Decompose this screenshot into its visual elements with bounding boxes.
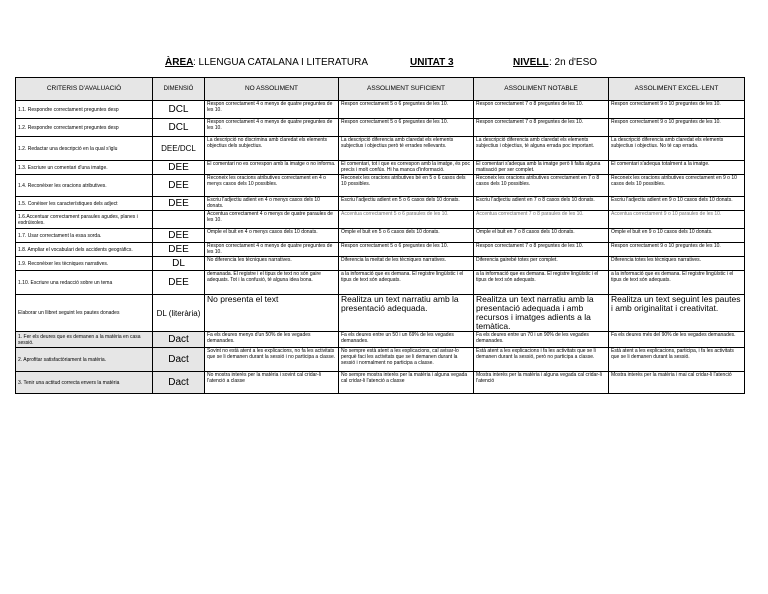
notable-cell: Mostra interès per la matèria i alguna vegada cal cridar-li l'atenció: [474, 372, 609, 394]
excellent-cell: Respon correctament 9 o 10 preguntes de les 10.: [609, 119, 745, 137]
notable-cell: Omple el buit en 7 o 8 casos dels 10 donats.: [474, 229, 609, 243]
notable-cell: La descripció diferencia amb claredat els elements subjectius i objectius, té alguna errada poc important.: [474, 137, 609, 161]
dimension-cell: DEE: [153, 271, 205, 295]
notable-cell: Accentua correctament 7 o 8 paraules de les 10.: [474, 211, 609, 229]
no-assoliment-cell: Accentua correctament 4 o menys de quatre paraules de les 10.: [205, 211, 339, 229]
criterion-cell: 2. Aprofitar satisfactòriament la matèria.: [16, 348, 153, 372]
excellent-cell: Omple el buit en 9 o 10 casos dels 10 donats.: [609, 229, 745, 243]
suficient-cell: Respon correctament 5 o 6 preguntes de les 10.: [339, 243, 474, 257]
criterion-cell: 1.10. Escriure una redacció sobre un tema: [16, 271, 153, 295]
rubric-table: [15, 77, 745, 394]
rubric-row: [16, 161, 745, 175]
criterion-cell: 1.5. Conèixer les característiques dels adject: [16, 197, 153, 211]
dimension-cell: DEE: [153, 175, 205, 197]
dimension-cell: DCL: [153, 119, 205, 137]
dimension-cell: Dact: [153, 372, 205, 394]
excellent-cell: La descripció diferencia amb claredat els elements subjectius i objectius. No té cap errada.: [609, 137, 745, 161]
level-value: : 2n d'ESO: [549, 57, 598, 68]
rubric-row: [16, 229, 745, 243]
header-row: [16, 78, 745, 101]
no-assoliment-cell: La descripció no discrimina amb claredat els elements objectius dels subjectius.: [205, 137, 339, 161]
no-assoliment-cell: Escriu l'adjectiu adient en 4 o menys casos dels 10 donats.: [205, 197, 339, 211]
criterion-cell: Elaborar un llibret seguint les pautes donades: [16, 295, 153, 332]
criterion-cell: 1.4. Reconèixer les oracions atributives.: [16, 175, 153, 197]
dimension-cell: DEE: [153, 161, 205, 175]
dimension-cell: DEE: [153, 229, 205, 243]
criterion-cell: 1.8. Ampliar el vocabulari dels accidents geogràfics.: [16, 243, 153, 257]
excellent-cell: Accentua correctament 9 o 10 paraules de les 10.: [609, 211, 745, 229]
no-assoliment-cell: Respon correctament 4 o menys de quatre preguntes de les 10.: [205, 243, 339, 257]
excellent-cell: a la informació que es demana. El registre lingüístic i el tipus de text són adequats.: [609, 271, 745, 295]
rubric-body: [16, 101, 745, 394]
no-assoliment-cell: Omple el buit en 4 o menys casos dels 10 donats.: [205, 229, 339, 243]
no-assoliment-cell: Respon correctament 4 o menys de quatre preguntes de les 10.: [205, 119, 339, 137]
dimension-cell: [153, 211, 205, 229]
criterion-cell: 1.3. Escriure un comentari d'una imatge.: [16, 161, 153, 175]
excellent-cell: Respon correctament 9 o 10 preguntes de les 10.: [609, 101, 745, 119]
criterion-cell: 1.2. Redactar una descripció en la qual s'iglu: [16, 137, 153, 161]
excellent-cell: El comentari s'adequa totalment a la imatge.: [609, 161, 745, 175]
excellent-cell: Escriu l'adjectiu adient en 9 o 10 casos dels 10 donats.: [609, 197, 745, 211]
excellent-cell: Mostra interès per la matèria i mai cal cridar-li l'atenció: [609, 372, 745, 394]
notable-cell: El comentari s'adequa amb la imatge però li falta alguna matisació per ser complet.: [474, 161, 609, 175]
col-header-no-assoliment: NO ASSOLIMENT: [205, 78, 339, 101]
criterion-cell: 3. Tenir una actitud correcta envers la matèria: [16, 372, 153, 394]
no-assoliment-cell: demanada. El registre i el tipus de text no són gaire adequats. Tot i la confusió, té alguna idea bona.: [205, 271, 339, 295]
rubric-row: [16, 332, 745, 348]
col-header-notable: ASSOLIMENT NOTABLE: [474, 78, 609, 101]
suficient-cell: La descripció diferencia amb claredat els elements subjectius i objectius però té errades rellevants.: [339, 137, 474, 161]
criterion-cell: 1.2. Respondre correctament preguntes desp: [16, 119, 153, 137]
no-assoliment-cell: No diferencia les tècniques narratives.: [205, 257, 339, 271]
no-assoliment-cell: Sovint no està atent a les explicacions, no fa les activitats que se li demanen durant la sessió i no participa a classe.: [205, 348, 339, 372]
col-header-suficient: ASSOLIMENT SUFICIENT: [339, 78, 474, 101]
suficient-cell: Realitza un text narratiu amb la presentació adequada.: [339, 295, 474, 332]
dimension-cell: Dact: [153, 348, 205, 372]
suficient-cell: El comentari, tot i que es correspon amb la imatge, és poc precís i molt confús. Hi ha manca d'informació.: [339, 161, 474, 175]
notable-cell: Respon correctament 7 o 8 preguntes de les 10.: [474, 119, 609, 137]
notable-cell: Respon correctament 7 o 8 preguntes de les 10.: [474, 243, 609, 257]
dimension-cell: DEE: [153, 197, 205, 211]
no-assoliment-cell: Reconeix les oracions atributives correctament en 4 o menys casos dels 10 possibles.: [205, 175, 339, 197]
rubric-row: [16, 101, 745, 119]
notable-cell: Escriu l'adjectiu adient en 7 o 8 casos dels 10 donats.: [474, 197, 609, 211]
no-assoliment-cell: Fa els deures menys d'un 50% de les vegades demanades.: [205, 332, 339, 348]
no-assoliment-cell: No presenta el text: [205, 295, 339, 332]
criterion-cell: 1. Fer els deures que es demanen a la matèria en casa sessió.: [16, 332, 153, 348]
col-header-excellent: ASSOLIMENT EXCEL·LENT: [609, 78, 745, 101]
notable-cell: Fa els deures entre un 70 i un 90% de les vegades demanades.: [474, 332, 609, 348]
rubric-row: [16, 372, 745, 394]
no-assoliment-cell: No mostra interès per la matèria i sovint cal cridar-li l'atenció a classe: [205, 372, 339, 394]
suficient-cell: Respon correctament 5 o 6 preguntes de les 10.: [339, 119, 474, 137]
excellent-cell: Diferencia totes les tècniques narratives.: [609, 257, 745, 271]
dimension-cell: DEE: [153, 243, 205, 257]
suficient-cell: No sempre mostra interès per la matèria i alguna vegada cal cridar-li l'atenció a classe: [339, 372, 474, 394]
rubric-row: [16, 271, 745, 295]
col-header-criteris: CRITERIS D'AVALUACIÓ: [16, 78, 153, 101]
criterion-cell: 1.7. Usar correctament la essa sorda.: [16, 229, 153, 243]
suficient-cell: Escriu l'adjectiu adient en 5 o 6 casos dels 10 donats.: [339, 197, 474, 211]
notable-cell: Reconeix les oracions atributives correctament en 7 o 8 casos dels 10 possibles.: [474, 175, 609, 197]
excellent-cell: Està atent a les explicacions, participa, i fa les activitats que se li demanen durant la sessió.: [609, 348, 745, 372]
rubric-row: [16, 257, 745, 271]
notable-cell: a la informació que es demana. El registre lingüístic i el tipus de text són adequats.: [474, 271, 609, 295]
rubric-row: [16, 348, 745, 372]
rubric-row: [16, 175, 745, 197]
rubric-row: [16, 197, 745, 211]
document-header: [0, 57, 768, 71]
rubric-row: [16, 211, 745, 229]
suficient-cell: Accentua correctament 5 o 6 paraules de les 10.: [339, 211, 474, 229]
suficient-cell: Respon correctament 5 o 6 preguntes de les 10.: [339, 101, 474, 119]
notable-cell: Respon correctament 7 o 8 preguntes de les 10.: [474, 101, 609, 119]
suficient-cell: No sempre està atent a les explicacions, cal avisar-lo perquè faci les activitats que se li demanen durant la sessió i normalment no participa a classe.: [339, 348, 474, 372]
suficient-cell: Diferencia la meitat de les tècniques narratives.: [339, 257, 474, 271]
dimension-cell: DL: [153, 257, 205, 271]
rubric-row: [16, 119, 745, 137]
no-assoliment-cell: Respon correctament 4 o menys de quatre preguntes de les 10.: [205, 101, 339, 119]
dimension-cell: DL (literària): [153, 295, 205, 332]
notable-cell: Diferencia gairebé totes per complet.: [474, 257, 609, 271]
dimension-cell: DCL: [153, 101, 205, 119]
rubric-row: [16, 137, 745, 161]
criterion-cell: 1.6.Accentuar correctament paraules agudes, planes i esdrúixoles.: [16, 211, 153, 229]
rubric-row: [16, 295, 745, 332]
suficient-cell: a la informació que es demana. El registre lingüístic i el tipus de text són adequats.: [339, 271, 474, 295]
area-value: : LLENGUA CATALANA I LITERATURA: [193, 57, 369, 68]
unit-label: UNITAT 3: [410, 57, 454, 68]
excellent-cell: Respon correctament 9 o 10 preguntes de les 10.: [609, 243, 745, 257]
suficient-cell: Fa els deures entre un 50 i un 69% de les vegades demanades.: [339, 332, 474, 348]
excellent-cell: Realitza un text seguint les pautes i amb originalitat i creativitat.: [609, 295, 745, 332]
col-header-dimensio: DIMENSIÓ: [153, 78, 205, 101]
criterion-cell: 1.9. Reconèixer les tècniques narratives.: [16, 257, 153, 271]
suficient-cell: Reconeix les oracions atributives bé en 5 o 6 casos dels 10 possibles.: [339, 175, 474, 197]
excellent-cell: Fa els deures més del 90% de les vegades demanades.: [609, 332, 745, 348]
suficient-cell: Omple el buit en 5 o 6 casos dels 10 donats.: [339, 229, 474, 243]
excellent-cell: Reconeix les oracions atributives correctament en 9 o 10 casos dels 10 possibles.: [609, 175, 745, 197]
criterion-cell: 1.1. Respondre correctament preguntes desp: [16, 101, 153, 119]
dimension-cell: DEE/DCL: [153, 137, 205, 161]
area-label: ÀREA: [165, 57, 194, 68]
rubric-row: [16, 243, 745, 257]
no-assoliment-cell: El comentari no es correspon amb la imatge o no informa.: [205, 161, 339, 175]
notable-cell: Està atent a les explicacions i fa les activitats que se li demanen durant la sessió, però no participa a classe.: [474, 348, 609, 372]
notable-cell: Realitza un text narratiu amb la presentació adequada i amb recursos i imatges adients a la temàtica.: [474, 295, 609, 332]
dimension-cell: Dact: [153, 332, 205, 348]
level-label: NIVELL: [513, 57, 549, 68]
